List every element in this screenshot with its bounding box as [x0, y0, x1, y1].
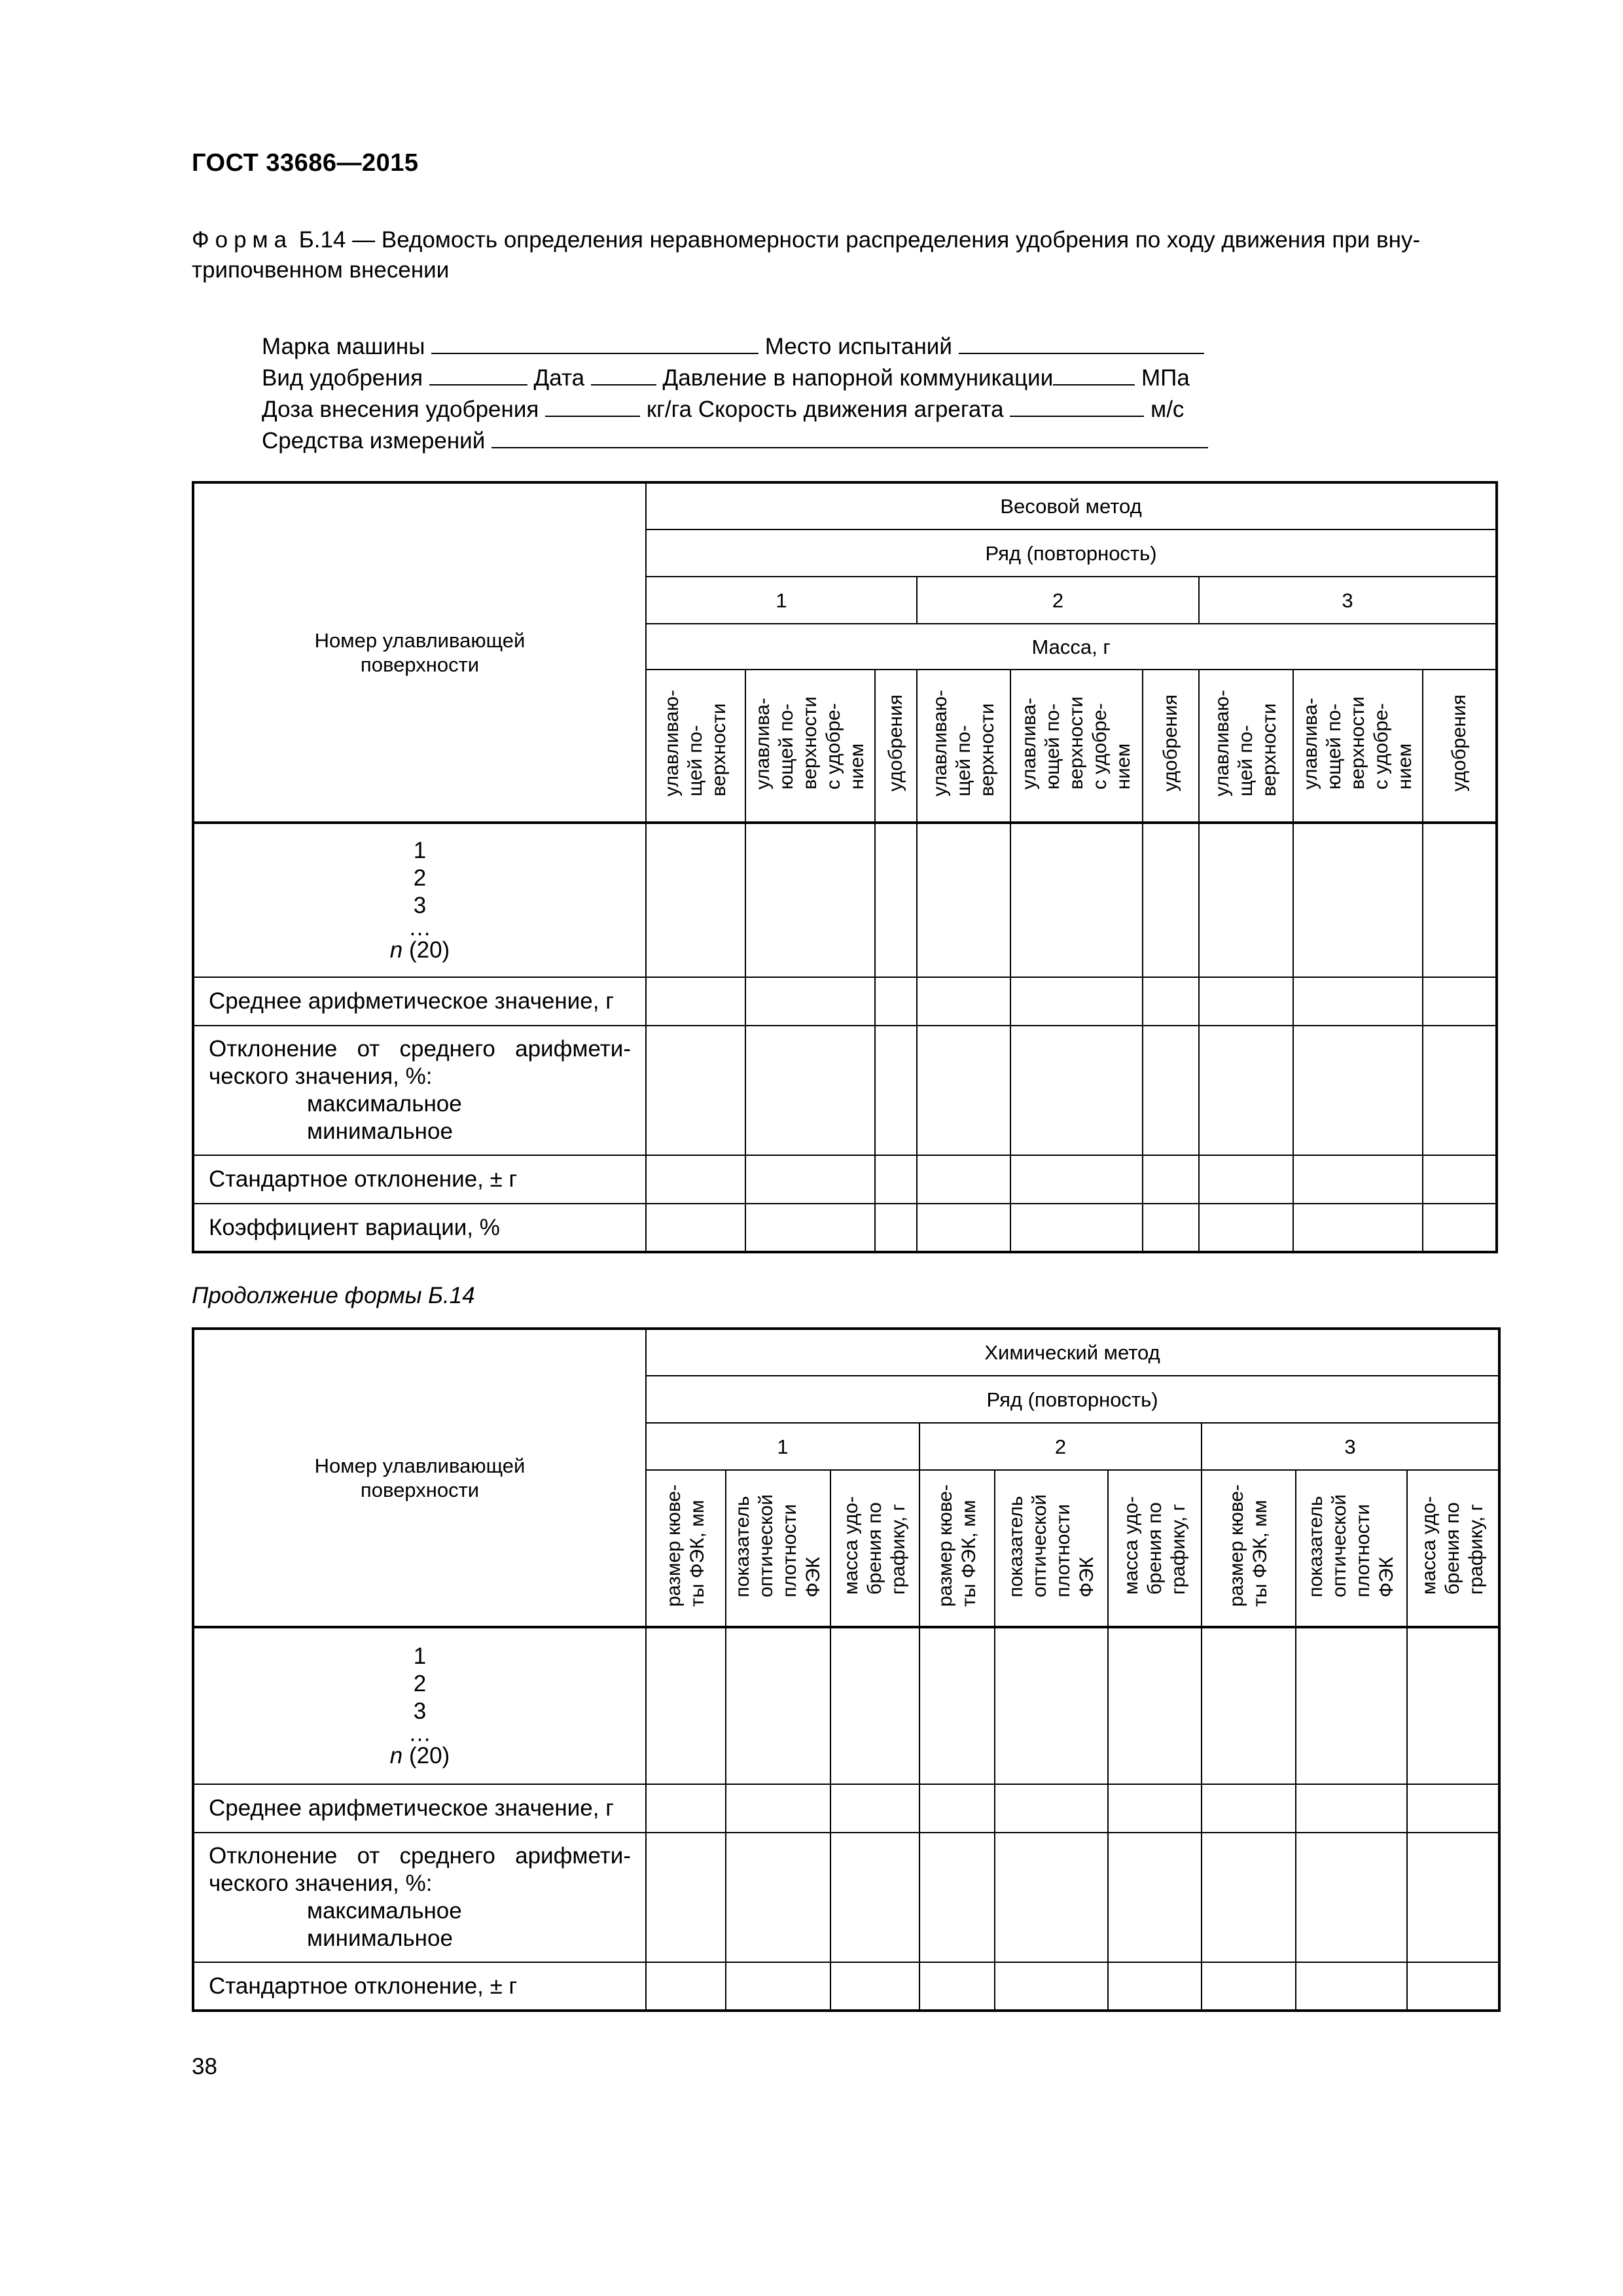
form-caption-text: Б.14 — Ведомость определения неравномерности распределения удобрения по ходу движения при вну- — [293, 227, 1421, 253]
data-cell[interactable] — [1143, 1204, 1199, 1252]
data-cell[interactable] — [646, 1784, 726, 1833]
dose-unit-speed-label: кг/га Скорость движения агрегата — [646, 397, 1004, 422]
data-cell[interactable] — [995, 1962, 1108, 2011]
data-cell[interactable] — [1296, 1784, 1407, 1833]
col-header-optical — [726, 1470, 830, 1627]
machine-brand-label: Марка машины — [262, 334, 425, 359]
n-rest: (20) — [402, 1742, 450, 1768]
deviation-line1: Отклонение от среднего арифмети- — [209, 1843, 631, 1869]
data-cell[interactable] — [726, 1962, 830, 2011]
data-cell[interactable] — [745, 1155, 875, 1204]
test-place-blank[interactable] — [959, 331, 1204, 354]
col-header-cuvette — [1202, 1470, 1296, 1627]
cv-row-label: Коэффициент вариации, % — [193, 1204, 646, 1252]
col-header-text: улавлива- ющей по- верхности с удобре- нием — [752, 696, 868, 790]
page-number: 38 — [192, 2054, 217, 2079]
col-header-text: масса удо- брения по графику, г — [1120, 1496, 1189, 1595]
data-cell[interactable] — [1296, 1962, 1407, 2011]
data-cell[interactable] — [1293, 1026, 1423, 1155]
document-title: ГОСТ 33686—2015 — [192, 149, 419, 177]
data-cell[interactable] — [1108, 1833, 1202, 1962]
row-num-n — [194, 1742, 645, 1770]
data-cell[interactable] — [1293, 1155, 1423, 1204]
deviation-max: максимальное — [307, 1091, 462, 1117]
row-repetition-header: Ряд (повторность) — [646, 529, 1497, 577]
data-cell[interactable] — [646, 823, 745, 977]
mean-row-label: Среднее арифметическое значение, г — [193, 977, 646, 1026]
col-header-surface — [1199, 670, 1293, 823]
data-cell[interactable] — [1423, 1204, 1497, 1252]
row-num: 2 — [413, 1670, 427, 1696]
data-cell[interactable] — [1407, 1833, 1499, 1962]
n-italic: n — [389, 1742, 403, 1768]
col-header-text: показатель оптической плотности ФЭК — [1005, 1494, 1097, 1598]
data-cell[interactable] — [1296, 1627, 1407, 1784]
data-cell[interactable] — [1296, 1833, 1407, 1962]
row-num-ellipsis: … — [408, 914, 431, 941]
data-cell[interactable] — [919, 1627, 995, 1784]
col-header-fert — [1143, 670, 1199, 823]
data-cell[interactable] — [646, 1026, 745, 1155]
data-cell[interactable] — [875, 823, 917, 977]
data-cell[interactable] — [1108, 1627, 1202, 1784]
data-cell[interactable] — [1010, 1155, 1143, 1204]
pressure-unit: МПа — [1141, 365, 1190, 391]
col-header-text: улавлива- ющей по- верхности с удобре- нием — [1300, 696, 1416, 790]
row-numbers-cell — [193, 1627, 646, 1784]
speed-unit: м/с — [1150, 397, 1185, 422]
data-cell[interactable] — [1293, 823, 1423, 977]
corner-header: Номер улавливающей поверхности — [193, 1329, 646, 1627]
deviation-min: минимальное — [307, 1926, 453, 1951]
data-cell[interactable] — [1199, 823, 1293, 977]
col-header-mass — [830, 1470, 919, 1627]
row-num: 3 — [413, 1698, 427, 1724]
data-cell[interactable] — [1202, 1784, 1296, 1833]
data-cell[interactable] — [919, 1962, 995, 2011]
col-header-text: улавливаю- щей по- верхности — [929, 690, 998, 797]
data-cell[interactable] — [995, 1833, 1108, 1962]
group-3-header: 3 — [1202, 1423, 1499, 1470]
data-cell[interactable] — [830, 1962, 919, 2011]
form-caption-text-cont: трипочвенном внесении — [192, 257, 450, 283]
data-cell[interactable] — [875, 1155, 917, 1204]
data-cell[interactable] — [830, 1833, 919, 1962]
col-header-text: удобрения — [1160, 694, 1181, 792]
mass-header: Масса, г — [646, 624, 1497, 670]
group-1-header: 1 — [646, 1423, 919, 1470]
data-cell[interactable] — [745, 1204, 875, 1252]
speed-blank[interactable] — [1010, 393, 1144, 417]
row-num-ellipsis: … — [408, 1720, 431, 1746]
data-cell[interactable] — [1199, 1026, 1293, 1155]
method-header: Весовой метод — [646, 482, 1497, 529]
data-cell[interactable] — [919, 1784, 995, 1833]
data-cell[interactable] — [1010, 1204, 1143, 1252]
data-cell[interactable] — [1143, 823, 1199, 977]
data-cell[interactable] — [875, 1204, 917, 1252]
col-header-text: удобрения — [1448, 694, 1471, 792]
data-cell[interactable] — [1199, 1204, 1293, 1252]
col-header-text: показатель оптической плотности ФЭК — [732, 1494, 824, 1598]
n-italic: n — [389, 937, 403, 963]
col-header-surface — [646, 670, 745, 823]
group-2-header: 2 — [917, 577, 1199, 624]
data-cell[interactable] — [995, 1784, 1108, 1833]
data-cell[interactable] — [745, 977, 875, 1026]
data-cell[interactable] — [646, 1627, 726, 1784]
fert-type-blank[interactable] — [429, 362, 527, 386]
col-header-optical — [1296, 1470, 1407, 1627]
data-cell[interactable] — [875, 1026, 917, 1155]
corner-header: Номер улавливающей поверхности — [193, 482, 646, 823]
col-header-fert — [875, 670, 917, 823]
data-cell[interactable] — [995, 1627, 1108, 1784]
deviation-line2: ческого значения, %: — [209, 1064, 433, 1089]
col-header-text: размер кюве- ты ФЭК, мм — [934, 1484, 980, 1607]
n-rest: (20) — [402, 937, 450, 963]
col-header-text: удобрения — [885, 694, 906, 792]
data-cell[interactable] — [917, 1155, 1010, 1204]
dose-blank[interactable] — [545, 393, 640, 417]
data-cell[interactable] — [1423, 1155, 1497, 1204]
col-header-surface-fert — [745, 670, 875, 823]
fert-type-label: Вид удобрения — [262, 365, 423, 391]
row-num: 3 — [413, 892, 427, 918]
data-cell[interactable] — [1202, 1962, 1296, 2011]
data-cell[interactable] — [1010, 1026, 1143, 1155]
form-fields — [262, 331, 1208, 456]
row-repetition-header: Ряд (повторность) — [646, 1376, 1499, 1423]
pressure-blank[interactable] — [1053, 362, 1135, 386]
data-cell[interactable] — [917, 1204, 1010, 1252]
row-num: 2 — [413, 865, 427, 891]
col-header-optical — [995, 1470, 1108, 1627]
data-cell[interactable] — [1010, 977, 1143, 1026]
data-cell[interactable] — [1423, 1026, 1497, 1155]
data-cell[interactable] — [1407, 1784, 1499, 1833]
data-cell[interactable] — [1202, 1627, 1296, 1784]
data-cell[interactable] — [830, 1784, 919, 1833]
row-numbers-cell — [193, 823, 646, 977]
col-header-text: улавлива- ющей по- верхности с удобре- нием — [1018, 696, 1134, 790]
date-label: Дата — [533, 365, 585, 391]
data-cell[interactable] — [646, 977, 745, 1026]
col-header-fert — [1423, 670, 1497, 823]
col-header-mass — [1407, 1470, 1499, 1627]
data-cell[interactable] — [726, 1833, 830, 1962]
col-header-text: улавливаю- щей по- верхности — [1211, 690, 1280, 797]
data-cell[interactable] — [1293, 1204, 1423, 1252]
data-cell[interactable] — [646, 1204, 745, 1252]
row-num-n — [194, 937, 645, 964]
col-header-cuvette — [646, 1470, 726, 1627]
data-cell[interactable] — [1293, 977, 1423, 1026]
data-cell[interactable] — [726, 1784, 830, 1833]
data-cell[interactable] — [917, 823, 1010, 977]
group-1-header: 1 — [646, 577, 917, 624]
method-header: Химический метод — [646, 1329, 1499, 1376]
data-cell[interactable] — [1407, 1627, 1499, 1784]
data-cell[interactable] — [1199, 977, 1293, 1026]
data-cell[interactable] — [726, 1627, 830, 1784]
col-header-text: показатель оптической плотности ФЭК — [1305, 1494, 1397, 1598]
col-header-text: масса удо- брения по графику, г — [1418, 1496, 1488, 1595]
data-cell[interactable] — [875, 977, 917, 1026]
data-cell[interactable] — [917, 977, 1010, 1026]
data-cell[interactable] — [1202, 1833, 1296, 1962]
dose-label: Доза внесения удобрения — [262, 397, 539, 422]
deviation-line1: Отклонение от среднего арифмети- — [209, 1036, 631, 1062]
col-header-surface-fert — [1293, 670, 1423, 823]
deviation-row-label — [193, 1026, 646, 1155]
col-header-text: улавливаю- щей по- верхности — [661, 690, 730, 797]
data-cell[interactable] — [745, 1026, 875, 1155]
deviation-line2: ческого значения, %: — [209, 1871, 433, 1896]
data-cell[interactable] — [646, 1962, 726, 2011]
col-header-text: размер кюве- ты ФЭК, мм — [663, 1484, 708, 1607]
machine-brand-blank[interactable] — [431, 331, 758, 354]
col-header-cuvette — [919, 1470, 995, 1627]
data-cell[interactable] — [1108, 1784, 1202, 1833]
col-header-surface — [917, 670, 1010, 823]
col-header-surface-fert — [1010, 670, 1143, 823]
data-cell[interactable] — [919, 1833, 995, 1962]
data-cell[interactable] — [1143, 977, 1199, 1026]
mean-row-label: Среднее арифметическое значение, г — [193, 1784, 646, 1833]
col-header-mass — [1108, 1470, 1202, 1627]
continuation-caption: Продолжение формы Б.14 — [192, 1283, 475, 1308]
col-header-text: размер кюве- ты ФЭК, мм — [1226, 1484, 1271, 1607]
group-3-header: 3 — [1199, 577, 1497, 624]
data-cell[interactable] — [917, 1026, 1010, 1155]
data-cell[interactable] — [1143, 1026, 1199, 1155]
data-cell[interactable] — [830, 1627, 919, 1784]
data-cell[interactable] — [1010, 823, 1143, 977]
data-cell[interactable] — [1423, 977, 1497, 1026]
pressure-label: Давление в напорной коммуникации — [662, 365, 1054, 391]
date-blank[interactable] — [591, 362, 656, 386]
deviation-max: максимальное — [307, 1898, 462, 1924]
row-num: 1 — [413, 1643, 427, 1669]
instruments-blank[interactable] — [491, 425, 1208, 448]
data-cell[interactable] — [1199, 1155, 1293, 1204]
chemical-method-table — [192, 1327, 1501, 2012]
std-row-label: Стандартное отклонение, ± г — [193, 1962, 646, 2011]
test-place-label: Место испытаний — [764, 334, 952, 359]
form-caption-prefix: Форма — [192, 227, 293, 253]
form-caption — [192, 225, 1494, 285]
data-cell[interactable] — [646, 1155, 745, 1204]
weight-method-table — [192, 481, 1498, 1253]
deviation-row-label — [193, 1833, 646, 1962]
data-cell[interactable] — [745, 823, 875, 977]
col-header-text: масса удо- брения по графику, г — [840, 1496, 909, 1595]
deviation-min: минимальное — [307, 1119, 453, 1144]
data-cell[interactable] — [1108, 1962, 1202, 2011]
data-cell[interactable] — [1407, 1962, 1499, 2011]
instruments-label: Средства измерений — [262, 428, 486, 454]
data-cell[interactable] — [646, 1833, 726, 1962]
data-cell[interactable] — [1143, 1155, 1199, 1204]
std-row-label: Стандартное отклонение, ± г — [193, 1155, 646, 1204]
group-2-header: 2 — [919, 1423, 1202, 1470]
row-num: 1 — [413, 837, 427, 863]
data-cell[interactable] — [1423, 823, 1497, 977]
